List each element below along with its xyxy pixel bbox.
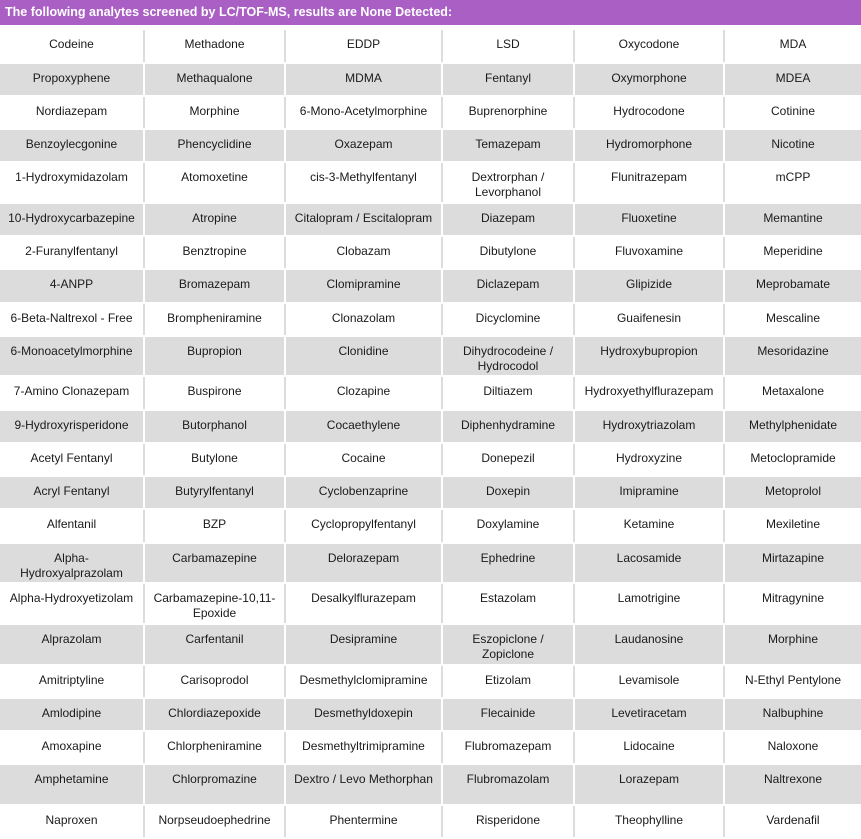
table-row	[0, 509, 861, 543]
analyte-cell: Norpseudoephedrine	[144, 805, 285, 838]
analyte-cell: Nicotine	[724, 129, 861, 162]
analyte-cell: Cyclobenzaprine	[285, 476, 442, 509]
analyte-cell: BZP	[144, 509, 285, 543]
analyte-cell: 7-Amino Clonazepam	[0, 376, 144, 410]
table-row	[0, 583, 861, 624]
table-row	[0, 805, 861, 838]
analyte-cell: Nordiazepam	[0, 96, 144, 129]
table-row	[0, 376, 861, 410]
analyte-cell: Fluvoxamine	[574, 236, 724, 269]
analyte-cell: Desipramine	[285, 624, 442, 665]
analyte-cell: MDEA	[724, 63, 861, 96]
analyte-cell: Bromazepam	[144, 269, 285, 303]
analyte-cell: Dextro / Levo Methorphan	[285, 764, 442, 805]
analyte-cell: Methaqualone	[144, 63, 285, 96]
analyte-cell: mCPP	[724, 162, 861, 203]
analyte-cell: Lidocaine	[574, 731, 724, 764]
analyte-cell: Estazolam	[442, 583, 574, 624]
analyte-cell: Acetyl Fentanyl	[0, 443, 144, 476]
analyte-cell: Buspirone	[144, 376, 285, 410]
analyte-cell: Chlorpheniramine	[144, 731, 285, 764]
analyte-cell: Doxepin	[442, 476, 574, 509]
analyte-cell: Methadone	[144, 30, 285, 63]
analyte-cell: Diazepam	[442, 203, 574, 236]
table-row	[0, 698, 861, 731]
analyte-cell: 4-ANPP	[0, 269, 144, 303]
analyte-cell: Benztropine	[144, 236, 285, 269]
analyte-cell: Propoxyphene	[0, 63, 144, 96]
analyte-cell: Mirtazapine	[724, 543, 861, 583]
analyte-cell: Amlodipine	[0, 698, 144, 731]
analyte-cell: Metaxalone	[724, 376, 861, 410]
analyte-cell: Benzoylecgonine	[0, 129, 144, 162]
analyte-cell: Hydrocodone	[574, 96, 724, 129]
analyte-cell: Meprobamate	[724, 269, 861, 303]
analyte-cell: Oxazepam	[285, 129, 442, 162]
analyte-cell: Mesoridazine	[724, 336, 861, 376]
analyte-cell: Mitragynine	[724, 583, 861, 624]
table-row	[0, 543, 861, 583]
analyte-cell: Butylone	[144, 443, 285, 476]
table-row	[0, 624, 861, 665]
analyte-cell: Fluoxetine	[574, 203, 724, 236]
analyte-cell: Diclazepam	[442, 269, 574, 303]
analyte-cell: 2-Furanylfentanyl	[0, 236, 144, 269]
analyte-cell: Eszopiclone / Zopiclone	[442, 624, 574, 665]
analyte-cell: Desmethyldoxepin	[285, 698, 442, 731]
table-row	[0, 443, 861, 476]
analyte-cell: Hydroxybupropion	[574, 336, 724, 376]
analyte-cell: Cocaethylene	[285, 410, 442, 443]
analyte-cell: Carbamazepine	[144, 543, 285, 583]
analyte-cell: Brompheniramine	[144, 303, 285, 336]
analyte-cell: Cyclopropylfentanyl	[285, 509, 442, 543]
analyte-cell: Chlordiazepoxide	[144, 698, 285, 731]
analyte-cell: 6-Beta-Naltrexol - Free	[0, 303, 144, 336]
analyte-cell: N-Ethyl Pentylone	[724, 665, 861, 698]
analyte-cell: Lacosamide	[574, 543, 724, 583]
analyte-cell: Phencyclidine	[144, 129, 285, 162]
analyte-cell: Morphine	[144, 96, 285, 129]
analyte-cell: Alpha-Hydroxyalprazolam	[0, 543, 144, 583]
analyte-cell: Chlorpromazine	[144, 764, 285, 805]
analyte-cell: Clonidine	[285, 336, 442, 376]
analyte-cell: Temazepam	[442, 129, 574, 162]
analyte-cell: Methylphenidate	[724, 410, 861, 443]
table-row	[0, 269, 861, 303]
analyte-cell: Amphetamine	[0, 764, 144, 805]
analyte-cell: Desmethyltrimipramine	[285, 731, 442, 764]
analyte-cell: Buprenorphine	[442, 96, 574, 129]
analyte-cell: Codeine	[0, 30, 144, 63]
analyte-cell: Dibutylone	[442, 236, 574, 269]
analyte-cell: LSD	[442, 30, 574, 63]
analyte-cell: Alpha-Hydroxyetizolam	[0, 583, 144, 624]
analyte-cell: Oxycodone	[574, 30, 724, 63]
table-row	[0, 665, 861, 698]
analyte-cell: Alfentanil	[0, 509, 144, 543]
analyte-cell: 9-Hydroxyrisperidone	[0, 410, 144, 443]
analyte-cell: Atropine	[144, 203, 285, 236]
analyte-cell: Fentanyl	[442, 63, 574, 96]
analyte-cell: Alprazolam	[0, 624, 144, 665]
analyte-cell: 6-Mono-Acetylmorphine	[285, 96, 442, 129]
table-row	[0, 63, 861, 96]
analyte-cell: Citalopram / Escitalopram	[285, 203, 442, 236]
analyte-cell: Delorazepam	[285, 543, 442, 583]
analyte-cell: Lamotrigine	[574, 583, 724, 624]
analyte-cell: Diltiazem	[442, 376, 574, 410]
table-row	[0, 336, 861, 376]
analyte-cell: Glipizide	[574, 269, 724, 303]
analytes-table	[0, 30, 861, 839]
analyte-cell: Mescaline	[724, 303, 861, 336]
table-row	[0, 162, 861, 203]
analyte-cell: Meperidine	[724, 236, 861, 269]
analyte-cell: Butyrylfentanyl	[144, 476, 285, 509]
analyte-cell: Vardenafil	[724, 805, 861, 838]
analyte-cell: Butorphanol	[144, 410, 285, 443]
analyte-cell: Diphenhydramine	[442, 410, 574, 443]
analyte-cell: Acryl Fentanyl	[0, 476, 144, 509]
table-row	[0, 129, 861, 162]
table-row	[0, 203, 861, 236]
analyte-cell: Carfentanil	[144, 624, 285, 665]
analyte-cell: Naloxone	[724, 731, 861, 764]
analyte-cell: cis-3-Methylfentanyl	[285, 162, 442, 203]
analyte-cell: Doxylamine	[442, 509, 574, 543]
analyte-cell: Amoxapine	[0, 731, 144, 764]
table-row	[0, 764, 861, 805]
analyte-cell: Carisoprodol	[144, 665, 285, 698]
table-row	[0, 303, 861, 336]
table-row	[0, 476, 861, 509]
analyte-cell: MDA	[724, 30, 861, 63]
analyte-cell: Cocaine	[285, 443, 442, 476]
analyte-cell: Mexiletine	[724, 509, 861, 543]
analyte-cell: Ephedrine	[442, 543, 574, 583]
analyte-cell: 1-Hydroxymidazolam	[0, 162, 144, 203]
analyte-cell: Flecainide	[442, 698, 574, 731]
analyte-cell: Flubromazepam	[442, 731, 574, 764]
analyte-cell: Clozapine	[285, 376, 442, 410]
analyte-cell: Phentermine	[285, 805, 442, 838]
results-header-banner	[0, 0, 861, 25]
analyte-cell: Morphine	[724, 624, 861, 665]
table-row	[0, 731, 861, 764]
results-header-text: The following analytes screened by LC/TOF-MS, results are None Detected:	[5, 5, 453, 19]
table-row	[0, 410, 861, 443]
analyte-cell: 10-Hydroxycarbazepine	[0, 203, 144, 236]
analyte-cell: Amitriptyline	[0, 665, 144, 698]
analyte-cell: Naltrexone	[724, 764, 861, 805]
analyte-cell: Oxymorphone	[574, 63, 724, 96]
analyte-cell: Cotinine	[724, 96, 861, 129]
analyte-cell: Desmethylclomipramine	[285, 665, 442, 698]
analyte-cell: Desalkylflurazepam	[285, 583, 442, 624]
analyte-cell: Donepezil	[442, 443, 574, 476]
analyte-cell: Lorazepam	[574, 764, 724, 805]
analyte-cell: Etizolam	[442, 665, 574, 698]
analyte-cell: Metoprolol	[724, 476, 861, 509]
analyte-cell: Hydroxytriazolam	[574, 410, 724, 443]
analyte-cell: Ketamine	[574, 509, 724, 543]
analyte-cell: EDDP	[285, 30, 442, 63]
analyte-cell: Laudanosine	[574, 624, 724, 665]
analyte-cell: Theophylline	[574, 805, 724, 838]
analyte-cell: Bupropion	[144, 336, 285, 376]
analyte-cell: Naproxen	[0, 805, 144, 838]
analyte-cell: Imipramine	[574, 476, 724, 509]
analyte-cell: Levamisole	[574, 665, 724, 698]
analyte-cell: MDMA	[285, 63, 442, 96]
analyte-cell: Hydroxyzine	[574, 443, 724, 476]
analyte-cell: Nalbuphine	[724, 698, 861, 731]
analyte-cell: Flubromazolam	[442, 764, 574, 805]
analyte-cell: Atomoxetine	[144, 162, 285, 203]
analyte-cell: Memantine	[724, 203, 861, 236]
table-row	[0, 236, 861, 269]
analyte-cell: Dihydrocodeine / Hydrocodol	[442, 336, 574, 376]
table-row	[0, 30, 861, 63]
analyte-cell: Risperidone	[442, 805, 574, 838]
analyte-cell: Flunitrazepam	[574, 162, 724, 203]
analyte-cell: 6-Monoacetylmorphine	[0, 336, 144, 376]
analyte-cell: Hydromorphone	[574, 129, 724, 162]
analyte-cell: Carbamazepine-10,11-Epoxide	[144, 583, 285, 624]
analyte-cell: Dextrorphan / Levorphanol	[442, 162, 574, 203]
analyte-cell: Levetiracetam	[574, 698, 724, 731]
analytes-table-body	[0, 30, 861, 838]
analyte-cell: Clobazam	[285, 236, 442, 269]
analyte-cell: Metoclopramide	[724, 443, 861, 476]
table-row	[0, 96, 861, 129]
analyte-cell: Dicyclomine	[442, 303, 574, 336]
analyte-cell: Clomipramine	[285, 269, 442, 303]
analyte-cell: Hydroxyethylflurazepam	[574, 376, 724, 410]
analyte-cell: Guaifenesin	[574, 303, 724, 336]
analyte-cell: Clonazolam	[285, 303, 442, 336]
